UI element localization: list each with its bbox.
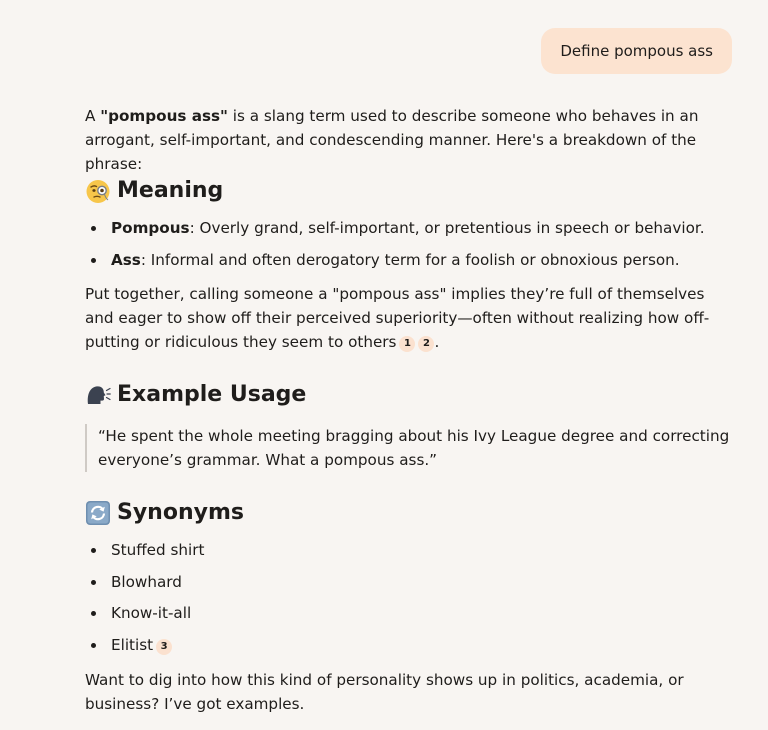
list-item — [85, 570, 735, 594]
example-heading — [85, 380, 735, 410]
meaning-list — [85, 216, 735, 272]
intro-paragraph — [85, 104, 735, 176]
synonyms-heading-text: Synonyms — [117, 500, 244, 525]
meaning-paragraph-end: . — [434, 333, 440, 351]
meaning-heading-text: Meaning — [117, 178, 224, 203]
user-message-row — [541, 28, 732, 74]
synonym-text: Elitist — [111, 635, 154, 654]
synonym-text: Know-it-all — [111, 604, 192, 622]
meaning-heading — [85, 176, 735, 206]
citation-badge[interactable]: 2 — [418, 336, 434, 352]
list-item — [85, 248, 735, 272]
example-heading-text: Example Usage — [117, 382, 307, 407]
example-quote: “He spent the whole meeting bragging about his Ivy League degree and correcting everyone’s grammar. What a pompous ass.” — [85, 424, 735, 472]
list-item — [85, 216, 735, 240]
monocle-face-icon — [85, 178, 111, 204]
synonym-text: Blowhard — [111, 572, 182, 591]
list-item-term: Ass — [111, 251, 141, 269]
closing-paragraph: Want to dig into how this kind of personality shows up in politics, academia, or business? I’ve got examples. — [85, 670, 684, 713]
assistant-response — [85, 104, 735, 716]
synonyms-heading — [85, 498, 735, 528]
user-message-bubble: Define pompous ass — [541, 28, 732, 74]
meaning-paragraph — [85, 282, 735, 354]
list-item-definition: : Overly grand, self-important, or pretentious in speech or behavior. — [189, 219, 705, 237]
list-item — [85, 538, 735, 562]
speaking-head-icon — [85, 382, 111, 408]
arrows-cycle-icon — [85, 500, 111, 526]
meaning-paragraph-text: Put together, calling someone a "pompous ass" implies they’re full of themselves and eager to show off their perceived superiority—often without realizing how off-putting or ridiculous they seem to others — [85, 285, 710, 351]
synonym-text: Stuffed shirt — [111, 541, 205, 559]
list-item — [85, 601, 735, 625]
intro-suffix: is a slang term used to describe someone who behaves in an arrogant, self-important, and condescending manner. Here's a breakdown of the phrase: — [85, 107, 699, 173]
list-item-term: Pompous — [111, 219, 190, 237]
citation-badge[interactable]: 1 — [399, 336, 415, 352]
list-item — [85, 633, 735, 657]
intro-term: "pompous ass" — [100, 107, 228, 125]
intro-prefix: A — [85, 107, 101, 125]
list-item-definition: : Informal and often derogatory term for a foolish or obnoxious person. — [140, 251, 680, 269]
synonyms-list — [85, 538, 735, 657]
citation-badge[interactable]: 3 — [156, 639, 172, 655]
